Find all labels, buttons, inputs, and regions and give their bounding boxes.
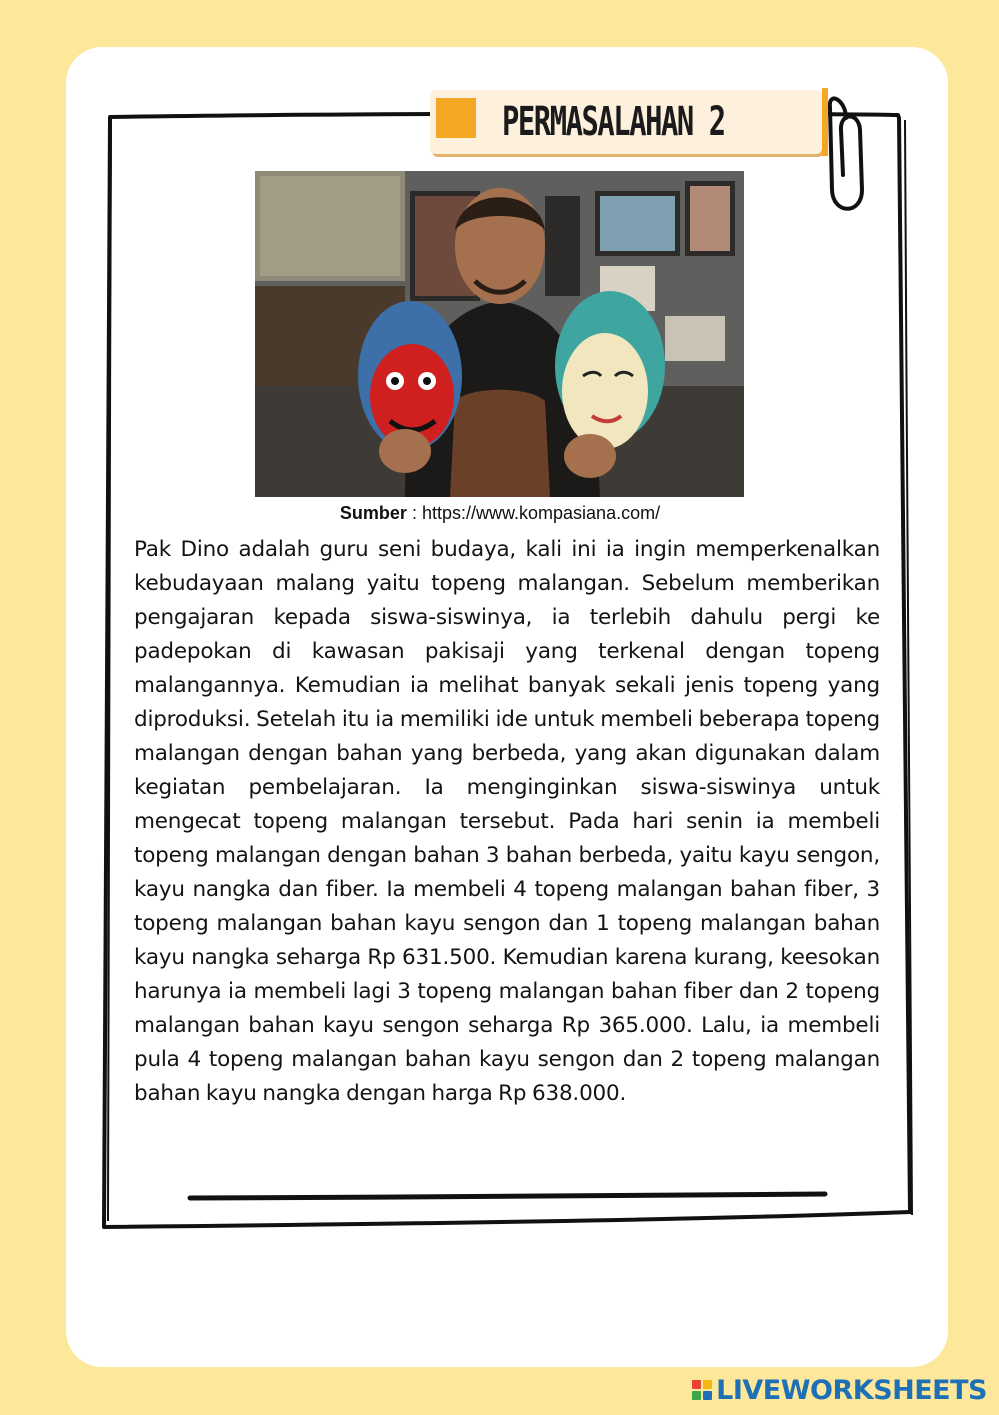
title-marker-square [436, 98, 476, 138]
page-title: PERMASALAHAN 2 [502, 99, 725, 145]
problem-story-text: Pak Dino adalah guru seni budaya, kali ini ia ingin memperkenalkan kebudayaan malang yaitu topeng malangan. Sebelum memberikan pengajaran kepada siswa-siswinya, ia terlebih dahulu pergi ke padepokan di kawasan pakisaji yang terkenal dengan topeng malangannya. Kemudian ia melihat banyak sekali jenis topeng yang diproduksi. Setelah itu ia memiliki ide untuk membeli beberapa topeng malangan dengan bahan yang berbeda, yang akan digunakan dalam kegiatan pembelajaran. Ia menginginkan siswa-siswinya untuk mengecat topeng malangan tersebut. Pada hari senin ia membeli topeng malangan dengan bahan 3 bahan berbeda, yaitu kayu sengon, kayu nangka dan fiber. Ia membeli 4 topeng malangan bahan fiber, 3 topeng malangan bahan kayu sengon dan 1 topeng malangan bahan kayu nangka seharga Rp 631.500. Kemudian karena kurang, keesokan harunya ia membeli lagi 3 topeng malangan bahan fiber dan 2 topeng malangan bahan kayu sengon seharga Rp 365.000. Lalu, ia membeli pula 4 topeng malangan bahan kayu sengon dan 2 topeng malangan bahan kayu nangka dengan harga Rp 638.000. [134, 537, 880, 1106]
title-banner [430, 90, 822, 154]
liveworksheets-logo[interactable] [692, 1375, 987, 1405]
source-label: Sumber [339, 503, 407, 523]
brand-name: LIVEWORKSHEETS [716, 1374, 987, 1406]
topeng-malangan-photo [255, 171, 744, 497]
logo-grid-icon [692, 1380, 712, 1400]
photo-source-caption [200, 503, 800, 524]
source-url[interactable]: https://www.kompasiana.com/ [421, 503, 661, 523]
source-separator: : [411, 503, 417, 523]
